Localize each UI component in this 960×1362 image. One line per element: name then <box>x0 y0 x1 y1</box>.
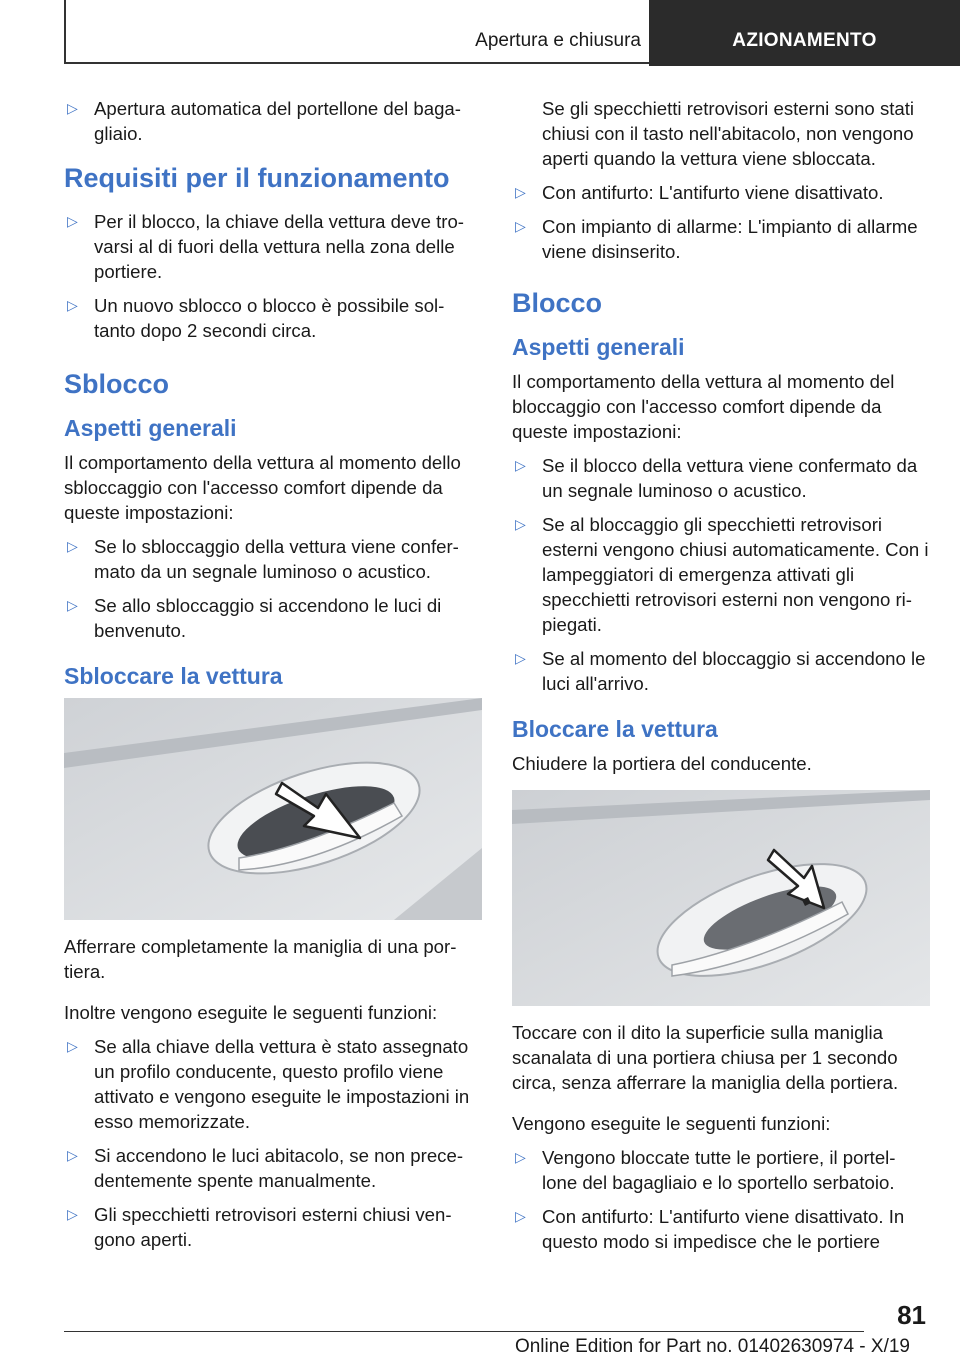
subheading-aspetti-generali: Aspetti generali <box>64 415 237 441</box>
list-item: ▷ Se il blocco della vettura viene confermato da un segnale luminoso o acustico. <box>515 455 918 501</box>
list-item: ▷ Con impianto di allarme: L'impianto di allarme viene disinserito. <box>515 216 918 262</box>
paragraph: Il comportamento della vettura al momento dello sbloccaggio con l'accesso comfort dipende da queste impostazioni: <box>64 452 461 523</box>
heading-requisiti: Requisiti per il funzionamento <box>64 163 450 193</box>
subheading-bloccare: Bloccare la vettura <box>512 716 718 742</box>
section-title: Apertura e chiusura <box>475 30 641 51</box>
bullet-triangle-icon: ▷ <box>67 1206 78 1222</box>
bullet-triangle-icon: ▷ <box>515 218 526 234</box>
list-item: ▷ Con antifurto: L'antifurto viene disattivato. In questo modo si impedisce che le portiere <box>515 1206 905 1252</box>
bullet-triangle-icon: ▷ <box>67 597 78 613</box>
right-column <box>512 96 930 1263</box>
edition-footer: Online Edition for Part no. 01402630974 - X/19 <box>514 1336 910 1357</box>
list-item: ▷ Apertura automatica del portellone del baga‐gliaio. <box>67 98 461 144</box>
bullet-triangle-icon: ▷ <box>67 100 78 116</box>
heading-blocco: Blocco <box>512 288 603 318</box>
list-item: ▷ Gli specchietti retrovisori esterni chiusi ven‐gono aperti. <box>67 1204 452 1250</box>
list-item: ▷ Se al bloccaggio gli specchietti retrovisori esterni vengono chiusi automaticamente. Con i lampeggiatori di emergenza attivati gli specchietti retrovisori esterni non vengono ri‐piegati. <box>515 514 929 635</box>
bullet-triangle-icon: ▷ <box>515 1149 526 1165</box>
list-item: ▷ Con antifurto: L'antifurto viene disattivato. <box>515 182 884 203</box>
footer-rule <box>64 1331 864 1332</box>
page-number: 81 <box>897 1300 926 1330</box>
paragraph: Toccare con il dito la superficie sulla maniglia scanalata di una portiera chiusa per 1 secondo circa, senza afferrare la maniglia della portiera. <box>512 1022 899 1093</box>
paragraph: Afferrare completamente la maniglia di una por‐tiera. <box>64 936 457 982</box>
list-item: ▷ Un nuovo sblocco o blocco è possibile sol‐tanto dopo 2 secondi circa. <box>67 295 445 341</box>
list-item: ▷ Si accendono le luci abitacolo, se non prece‐dentemente spente manualmente. <box>67 1145 464 1191</box>
list-item: ▷ Se alla chiave della vettura è stato assegnato un profilo conducente, questo profilo viene attivato e vengono eseguite le impostazioni in esso memorizzate. <box>67 1036 470 1132</box>
subheading-aspetti-generali: Aspetti generali <box>512 334 685 360</box>
bullet-triangle-icon: ▷ <box>515 1208 526 1224</box>
list-item: ▷ Per il blocco, la chiave della vettura deve tro‐varsi al di fuori della vettura nella zona delle portiere. <box>67 211 464 282</box>
list-item: ▷ Se allo sbloccaggio si accendono le luci di benvenuto. <box>67 595 442 641</box>
bullet-triangle-icon: ▷ <box>515 516 526 532</box>
list-item: ▷ Se al momento del bloccaggio si accendono le luci all'arrivo. <box>515 648 926 694</box>
bullet-triangle-icon: ▷ <box>67 1147 78 1163</box>
subheading-sbloccare: Sbloccare la vettura <box>64 663 283 689</box>
heading-sblocco: Sblocco <box>64 369 170 399</box>
paragraph: Chiudere la portiera del conducente. <box>512 753 812 774</box>
door-handle-grip-illustration <box>64 698 482 920</box>
bullet-triangle-icon: ▷ <box>515 184 526 200</box>
door-handle-touch-illustration <box>512 790 930 1006</box>
bullet-triangle-icon: ▷ <box>515 650 526 666</box>
chapter-tab: AZIONAMENTO <box>649 0 960 66</box>
paragraph-continued: Se gli specchietti retrovisori esterni sono stati chiusi con il tasto nell'abitacolo, non vengono aperti quando la vettura viene sbloccata. <box>542 98 915 169</box>
paragraph: Il comportamento della vettura al momento del bloccaggio con l'accesso comfort dipende da queste impostazioni: <box>512 371 895 442</box>
left-column <box>64 96 482 1261</box>
list-item: ▷ Vengono bloccate tutte le portiere, il portel‐lone del bagagliaio e lo sportello serbatoio. <box>515 1147 896 1193</box>
bullet-triangle-icon: ▷ <box>67 297 78 313</box>
bullet-triangle-icon: ▷ <box>67 538 78 554</box>
bullet-triangle-icon: ▷ <box>67 1038 78 1054</box>
bullet-triangle-icon: ▷ <box>515 457 526 473</box>
bullet-triangle-icon: ▷ <box>67 213 78 229</box>
paragraph: Inoltre vengono eseguite le seguenti funzioni: <box>64 1002 438 1023</box>
list-item: ▷ Se lo sbloccaggio della vettura viene confer‐mato da un segnale luminoso o acustico. <box>67 536 459 582</box>
paragraph: Vengono eseguite le seguenti funzioni: <box>512 1113 831 1134</box>
